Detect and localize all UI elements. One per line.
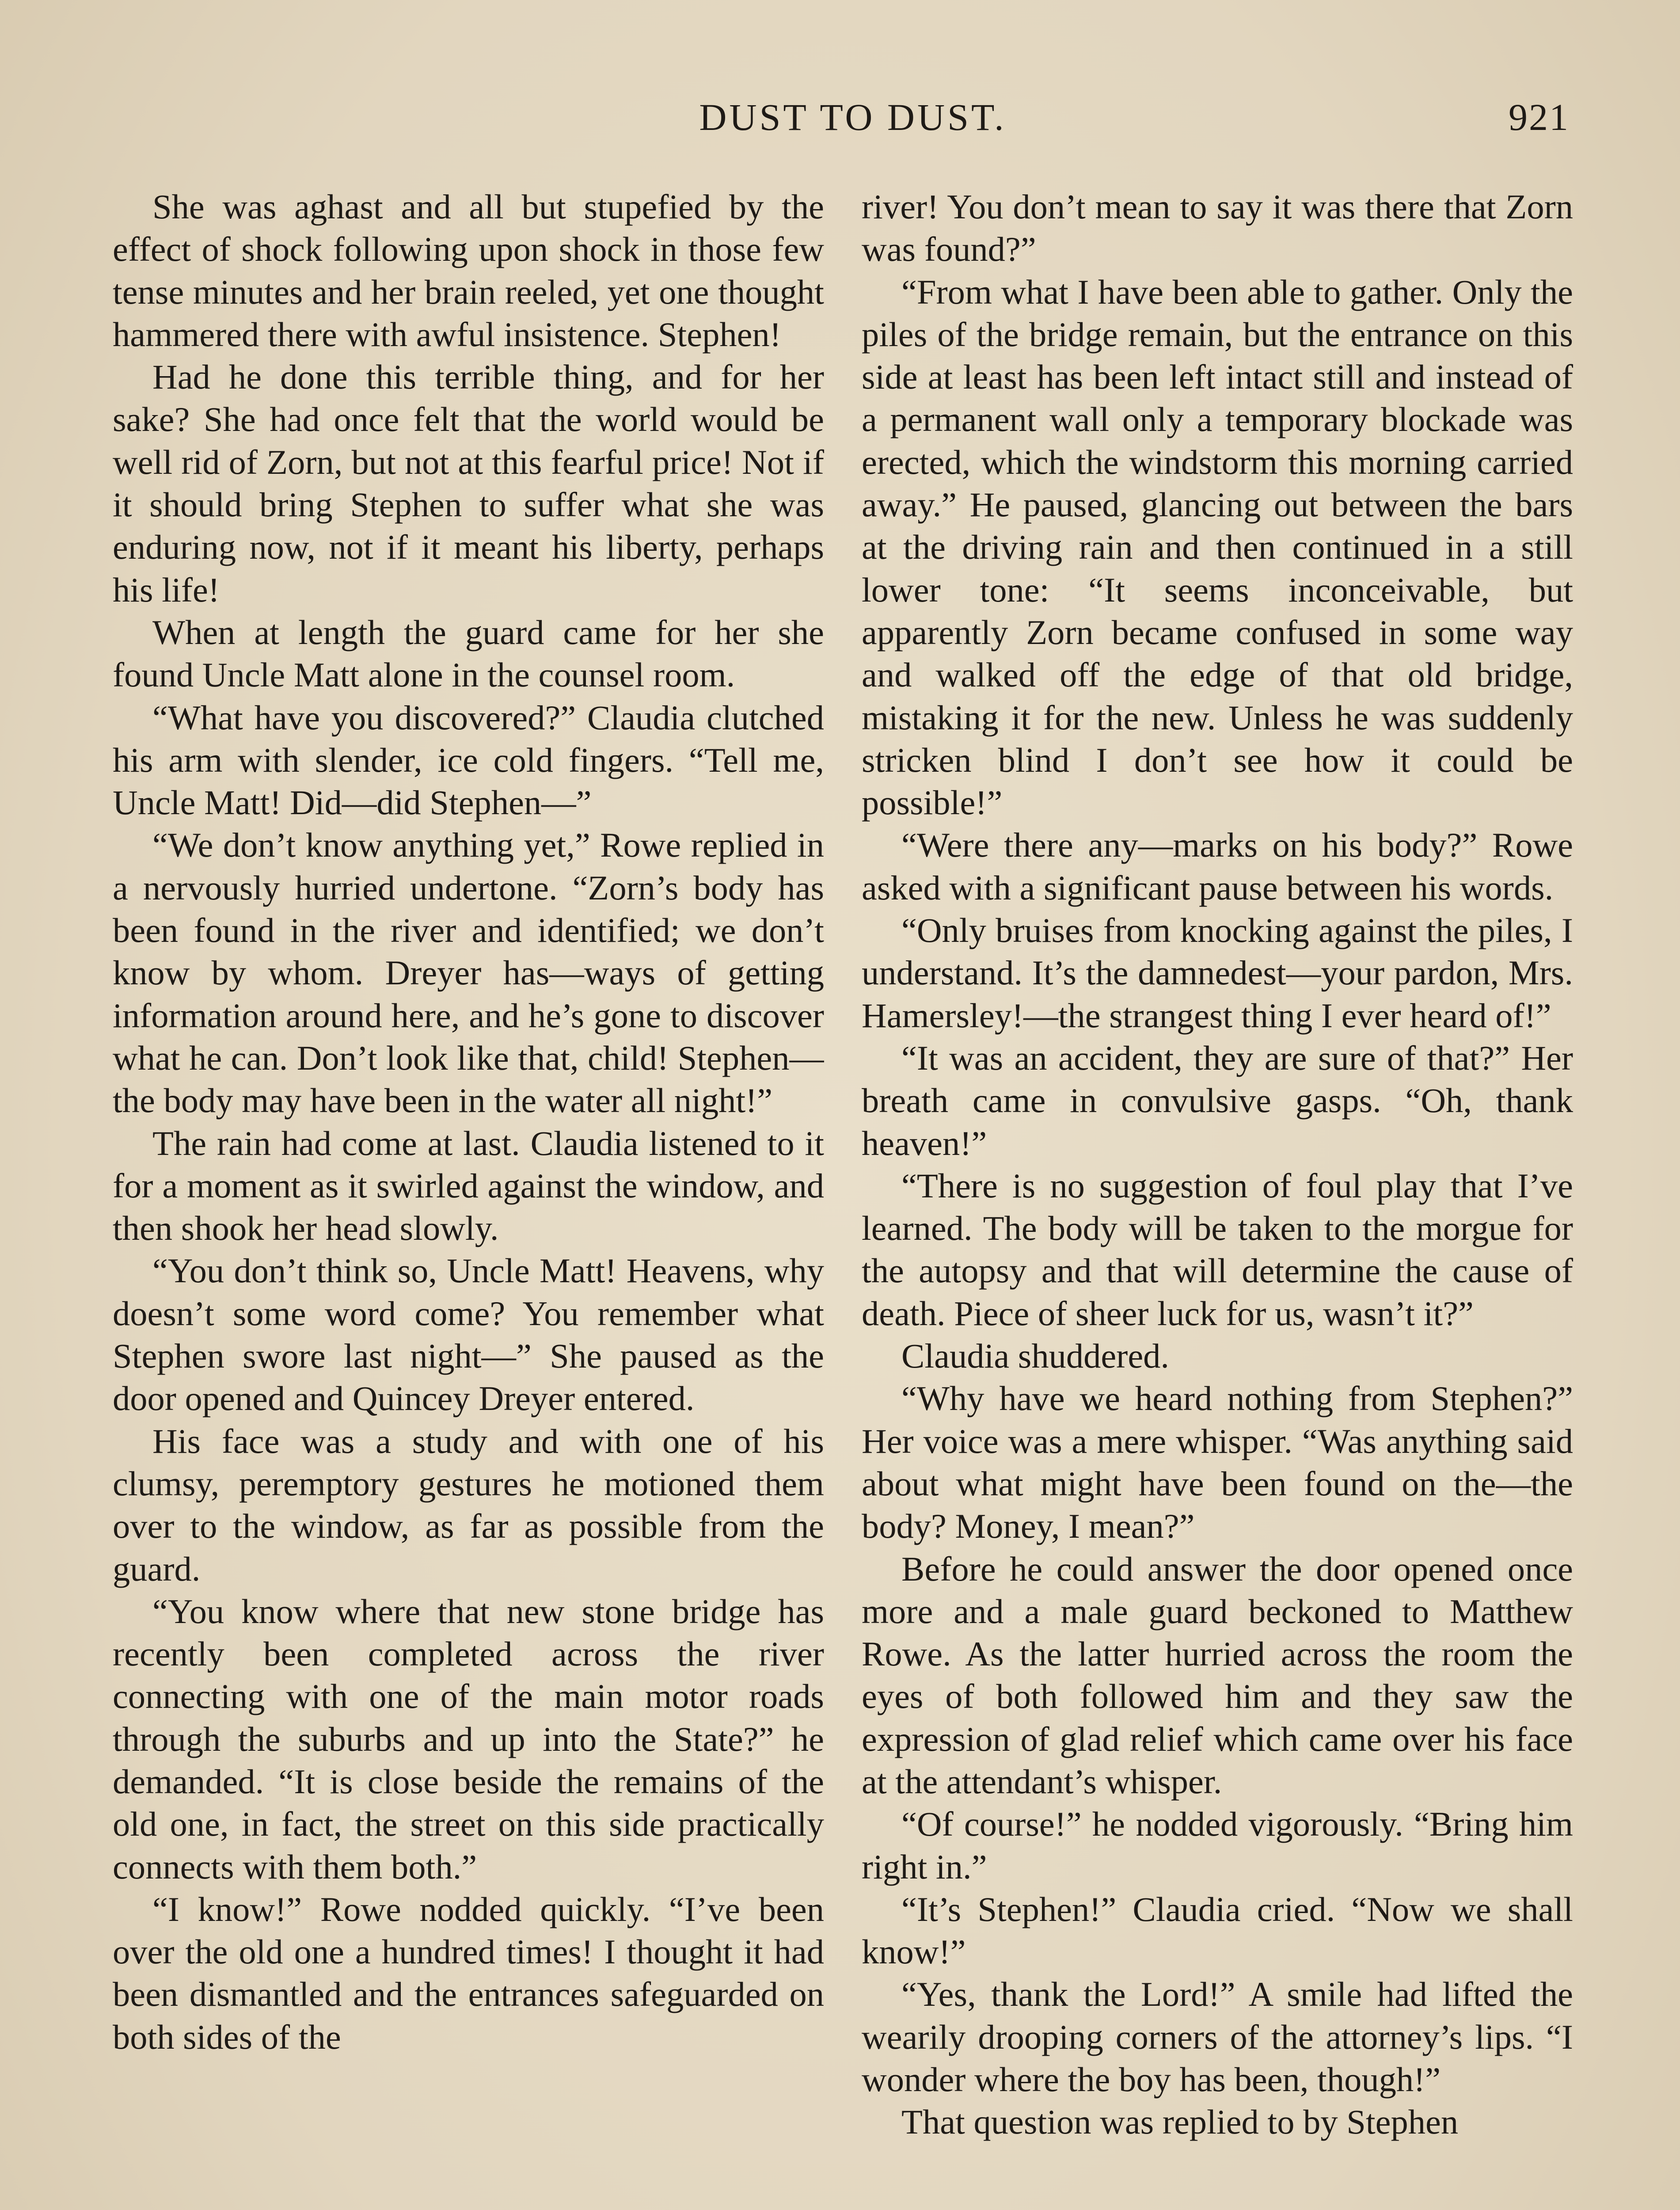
paragraph: “I know!” Rowe nodded quickly. “I’ve been over the old one a hundred times! I thought it had been dismantled and the entrances safeguarded on both sides of the (113, 1890, 824, 2056)
paragraph: “You don’t think so, Uncle Matt! Heavens, why doesn’t some word come? You remember what Stephen swore last night—” She paused as the door opened and Quincey Dreyer entered. (113, 1251, 824, 1418)
paragraph: “Were there any—marks on his body?” Rowe asked with a significant pause between his words. (862, 826, 1573, 907)
paragraph: The rain had come at last. Claudia listened to it for a moment as it swirled against the window, and then shook her head slowly. (113, 1124, 824, 1248)
paragraph: His face was a study and with one of his clumsy, peremptory gestures he motioned them over to the window, as far as possible from the guard. (113, 1421, 824, 1588)
paragraph: “It’s Stephen!” Claudia cried. “Now we shall know!” (862, 1890, 1573, 1971)
paragraph: Claudia shuddered. (901, 1337, 1170, 1376)
paragraph: When at length the guard came for her she found Uncle Matt alone in the counsel room. (113, 613, 824, 694)
paragraph: “From what I have been able to gather. Only the piles of the bridge remain, but the entrance on this side at least has been left intact still and instead of a permanent wall only a temporary blockade was erected, which the windstorm this morning carried away.” He paused, glancing out between the bars at the driving rain and then continued in a still lower tone: “It seems inconceivable, but apparently Zorn became confused in some way and walked off the edge of that old bridge, mistaking it for the new. Unless he was suddenly stricken blind I don’t see how it could be possible!” (862, 272, 1573, 822)
paragraph: “There is no suggestion of foul play that I’ve learned. The body will be taken to the morgue for the autopsy and that will determine the cause of death. Piece of sheer luck for us, wasn’t it?” (862, 1166, 1573, 1333)
paragraph: She was aghast and all but stupefied by the effect of shock following upon shock in those few tense minutes and her brain reeled, yet one thought hammered there with awful insistence. Stephen! (113, 187, 824, 354)
running-header-title: DUST TO DUST. (699, 96, 1007, 138)
paragraph: Before he could answer the door opened once more and a male guard beckoned to Matthew Rowe. As the latter hurried across the room the eyes of both followed him and they saw the expression of glad relief which came over his face at the attendant’s whisper. (862, 1549, 1573, 1801)
paragraph: “Yes, thank the Lord!” A smile had lifted the wearily drooping corners of the attorney’s lips. “I wonder where the boy has been, though!” (862, 1975, 1573, 2099)
left-text-column (113, 186, 824, 2210)
paragraph: “We don’t know anything yet,” Rowe replied in a nervously hurried undertone. “Zorn’s body has been found in the river and identified; we don’t know by whom. Dreyer has—ways of getting information around here, and he’s gone to discover what he can. Don’t look like that, child! Stephen—the body may have been in the water all night!” (113, 826, 824, 1120)
paragraph: “Why have we heard nothing from Stephen?” Her voice was a mere whisper. “Was anything said about what might have been found on the—the body? Money, I mean?” (862, 1379, 1573, 1546)
paragraph: “What have you discovered?” Claudia clutched his arm with slender, ice cold fingers. “Tell me, Uncle Matt! Did—did Stephen—” (113, 698, 824, 822)
paragraph: “Of course!” he nodded vigorously. “Bring him right in.” (862, 1805, 1573, 1886)
paragraph: “It was an accident, they are sure of that?” Her breath came in convulsive gasps. “Oh, thank heaven!” (862, 1038, 1573, 1162)
paragraph: “You know where that new stone bridge has recently been completed across the river connecting with one of the main motor roads through the suburbs and up into the State?” he demanded. “It is close beside the remains of the old one, in fact, the street on this side practically connects with them both.” (113, 1592, 824, 1886)
page-number: 921 (1509, 96, 1570, 138)
paragraph: Had he done this terrible thing, and for her sake? She had once felt that the world would be well rid of Zorn, but not at this fearful price! Not if it should bring Stephen to suffer what she was enduring now, not if it meant his liberty, perhaps his life! (113, 358, 824, 609)
right-text-column (862, 186, 1573, 2210)
paragraph-continued: river! You don’t mean to say it was there that Zorn was found?” (862, 187, 1573, 269)
paragraph: That question was replied to by Stephen (901, 2103, 1459, 2141)
paragraph: “Only bruises from knocking against the piles, I understand. It’s the damnedest—your pardon, Mrs. Hamersley!—the strangest thing I ever heard of!” (862, 911, 1573, 1035)
